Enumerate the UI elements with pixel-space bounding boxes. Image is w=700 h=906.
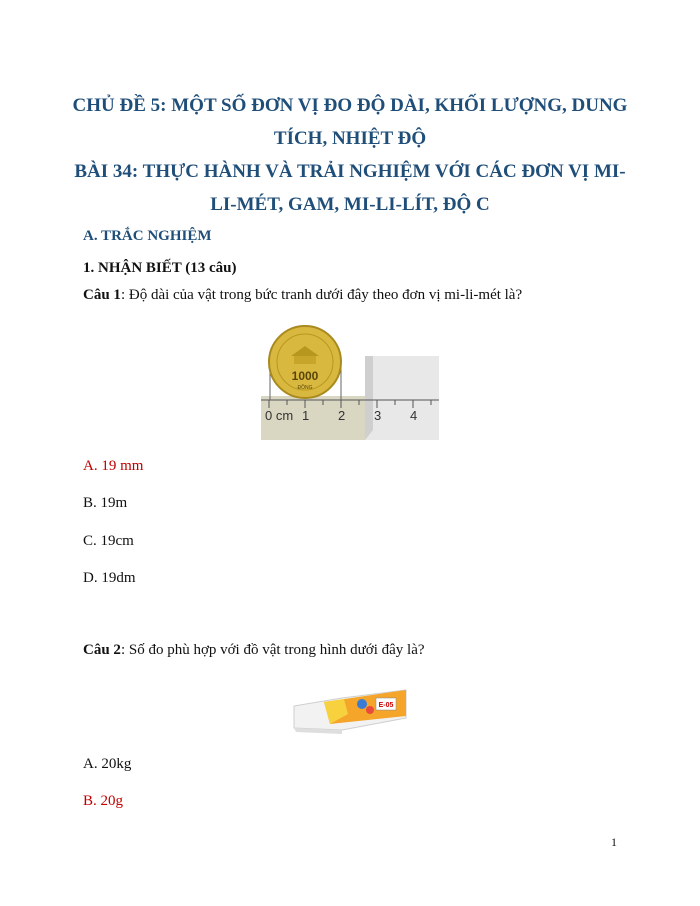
q1-option-b[interactable]: B. 19m <box>83 495 128 511</box>
title-line-1: CHỦ ĐỀ 5: MỘT SỐ ĐƠN VỊ ĐO ĐỘ DÀI, KHỐI LƯỢNG, DUNG <box>72 95 628 116</box>
ruler-label-0: 0 cm <box>265 408 294 423</box>
question-1-label: Câu 1 <box>83 287 121 303</box>
question-1 <box>83 287 522 304</box>
eraser-image <box>290 684 410 736</box>
title-line-4: LI-MÉT, GAM, MI-LI-LÍT, ĐỘ C <box>210 194 490 215</box>
page-number: 1 <box>611 835 617 849</box>
ruler-label-2: 2 <box>338 408 346 423</box>
ruler-label-1: 1 <box>302 408 310 423</box>
question-2-text: : Số đo phù hợp với đồ vật trong hình dưới đây là? <box>120 642 425 658</box>
question-1-text: : Độ dài của vật trong bức tranh dưới đây theo đơn vị mi-li-mét là? <box>120 287 523 303</box>
ruler-coin-image <box>261 320 439 442</box>
q1-option-d[interactable]: D. 19dm <box>83 570 136 586</box>
q2-option-a[interactable]: A. 20kg <box>83 756 132 772</box>
question-2-label: Câu 2 <box>83 642 121 658</box>
eraser-label: E-05 <box>378 702 394 709</box>
shadow-area <box>365 356 439 440</box>
coin-sub: ĐỒNG <box>297 385 313 391</box>
coin-value: 1000 <box>291 369 319 383</box>
q1-option-c[interactable]: C. 19cm <box>83 533 134 549</box>
q2-option-b[interactable]: B. 20g <box>83 793 124 809</box>
coin <box>269 326 341 400</box>
q1-option-a[interactable]: A. 19 mm <box>83 458 144 474</box>
section-heading: A. TRẮC NGHIỆM <box>83 228 212 244</box>
title-line-2: TÍCH, NHIỆT ĐỘ <box>273 128 427 149</box>
question-2 <box>83 642 425 659</box>
subsection-heading: 1. NHẬN BIẾT (13 câu) <box>83 260 237 276</box>
ruler-label-4: 4 <box>410 408 418 423</box>
ruler-label-3: 3 <box>374 408 382 423</box>
title-line-3: BÀI 34: THỰC HÀNH VÀ TRẢI NGHIỆM VỚI CÁC ĐƠN VỊ MI- <box>74 161 626 182</box>
